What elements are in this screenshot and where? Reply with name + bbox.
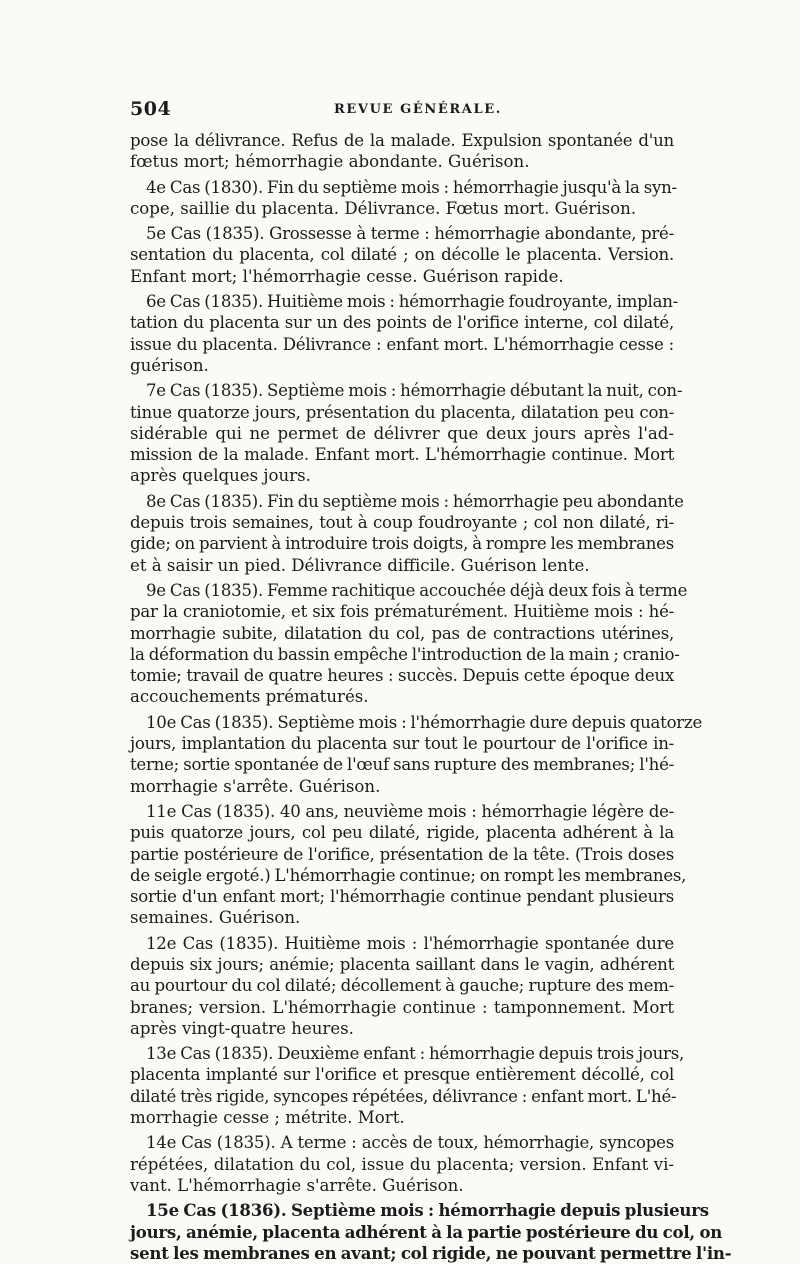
text-line: puis quatorze jours, col peu dilaté, rigide, placenta adhérent à la (130, 823, 674, 843)
text-line: issue du placenta. Délivrance : enfant mort. L'hémorrhagie cesse : (130, 334, 674, 354)
body-text (130, 130, 732, 1264)
running-title: REVUE GÉNÉRALE. (334, 102, 502, 117)
text-line: au pourtour du col dilaté; décollement à gauche; rupture des mem- (130, 976, 674, 996)
text-line: accouchements prématurés. (130, 687, 369, 707)
text-line: jours, anémie, placenta adhérent à la partie postérieure du col, on (130, 1221, 723, 1242)
page-number: 504 (130, 98, 172, 120)
page-header (130, 98, 670, 124)
text-line: depuis six jours; anémie; placenta saillant dans le vagin, adhérent (130, 954, 674, 974)
text-line: sortie d'un enfant mort; l'hémorrhagie continue pendant plusieurs (130, 887, 674, 907)
text-line: terne; sortie spontanée de l'œuf sans rupture des membranes; l'hé- (130, 755, 674, 775)
case-paragraph-start-line: 14e Cas (1835). A terme : accès de toux, hémorrhagie, syncopes (146, 1133, 674, 1153)
text-line: la déformation du bassin empêche l'introduction de la main ; cranio- (130, 644, 680, 664)
text-line: tomie; travail de quatre heures : succès. Depuis cette époque deux (130, 666, 674, 686)
case-paragraph-start-line: 9e Cas (1835). Femme rachitique accouchée déjà deux fois à terme (146, 580, 688, 600)
text-line: tinue quatorze jours, présentation du placenta, dilatation peu con- (130, 402, 674, 422)
text-line: après quelques jours. (130, 466, 311, 486)
text-line: sent les membranes en avant; col rigide, ne pouvant permettre l'in- (130, 1242, 732, 1263)
text-line: par la craniotomie, et six fois prématurément. Huitième mois : hé- (130, 602, 674, 622)
case-paragraph-start-line: 4e Cas (1830). Fin du septième mois : hémorrhagie jusqu'à la syn- (146, 177, 677, 197)
case-paragraph-start-line: 13e Cas (1835). Deuxième enfant : hémorrhagie depuis trois jours, (146, 1044, 685, 1064)
case-paragraph-start-line: 10e Cas (1835). Septième mois : l'hémorrhagie dure depuis quatorze (146, 712, 703, 732)
text-line: branes; version. L'hémorrhagie continue : tamponnement. Mort (130, 997, 674, 1017)
text-line: vant. L'hémorrhagie s'arrête. Guérison. (130, 1175, 464, 1195)
case-paragraph-start-line: 15e Cas (1836). Septième mois : hémorrhagie depuis plusieurs (146, 1200, 709, 1221)
case-paragraph-start-line: 7e Cas (1835). Septième mois : hémorrhagie débutant la nuit, con- (146, 381, 683, 401)
text-line: depuis trois semaines, tout à coup foudroyante ; col non dilaté, ri- (130, 513, 674, 533)
case-paragraph-start-line: 12e Cas (1835). Huitième mois : l'hémorrhagie spontanée dure (146, 933, 674, 953)
case-paragraph-start-line: 11e Cas (1835). 40 ans, neuvième mois : hémorrhagie légère de- (146, 801, 674, 821)
text-line: de seigle ergoté.) L'hémorrhagie continue; on rompt les membranes, (130, 865, 687, 885)
text-line: après vingt-quatre heures. (130, 1018, 354, 1038)
text-line: morrhagie s'arrête. Guérison. (130, 776, 381, 796)
text-line: répétées, dilatation du col, issue du placenta; version. Enfant vi- (130, 1154, 674, 1174)
text-line: cope, saillie du placenta. Délivrance. Fœtus mort. Guérison. (130, 198, 637, 218)
case-paragraph-start-line: 5e Cas (1835). Grossesse à terme : hémorrhagie abondante, pré- (146, 224, 674, 244)
text-line: fœtus mort; hémorrhagie abondante. Guérison. (130, 152, 530, 172)
text-line: sentation du placenta, col dilaté ; on décolle le placenta. Version. (130, 245, 674, 265)
text-line: morrhagie subite, dilatation du col, pas de contractions utérines, (130, 623, 674, 643)
text-line: dilaté très rigide, syncopes répétées, délivrance : enfant mort. L'hé- (130, 1086, 677, 1106)
text-line: placenta implanté sur l'orifice et presque entièrement décollé, col (130, 1065, 674, 1085)
text-line: Enfant mort; l'hémorrhagie cesse. Guérison rapide. (130, 266, 564, 286)
text-line: tation du placenta sur un des points de l'orifice interne, col dilaté, (130, 313, 674, 333)
text-line: sidérable qui ne permet de délivrer que deux jours après l'ad- (130, 423, 674, 443)
text-line: morrhagie cesse ; métrite. Mort. (130, 1108, 405, 1128)
text-line: jours, implantation du placenta sur tout le pourtour de l'orifice in- (130, 734, 674, 754)
text-line: guérison. (130, 355, 209, 375)
text-line: et à saisir un pied. Délivrance difficile. Guérison lente. (130, 555, 590, 575)
text-line: partie postérieure de l'orifice, présentation de la tête. (Trois doses (130, 844, 674, 864)
text-line: semaines. Guérison. (130, 908, 301, 928)
case-paragraph-start-line: 8e Cas (1835). Fin du septième mois : hémorrhagie peu abondante (146, 491, 684, 511)
text-line: pose la délivrance. Refus de la malade. Expulsion spontanée d'un (130, 131, 674, 150)
text-line: mission de la malade. Enfant mort. L'hémorrhagie continue. Mort (130, 445, 674, 465)
case-paragraph-start-line: 6e Cas (1835). Huitième mois : hémorrhagie foudroyante, implan- (146, 292, 679, 312)
text-line: gide; on parvient à introduire trois doigts, à rompre les membranes (130, 534, 674, 554)
